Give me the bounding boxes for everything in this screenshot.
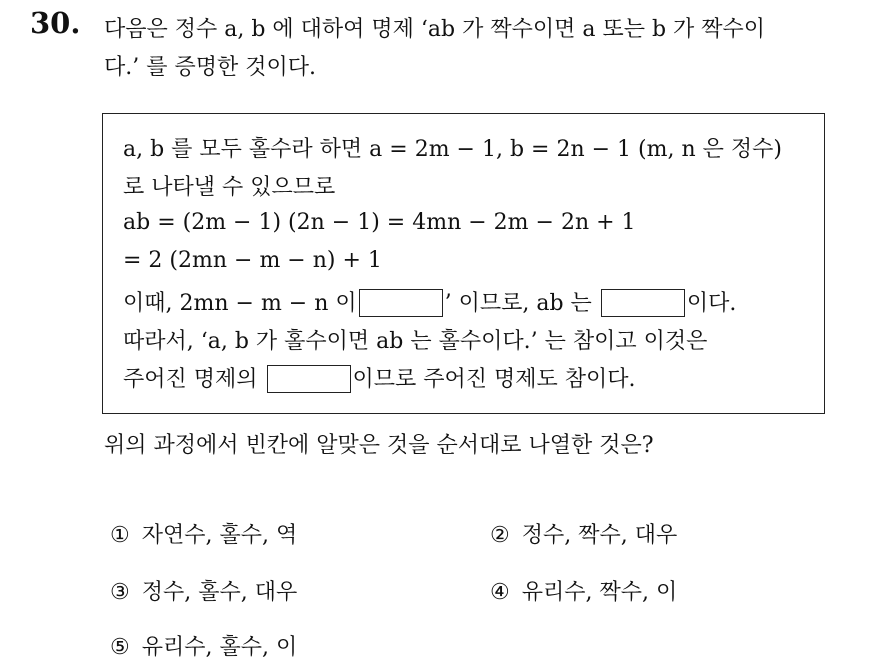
choice-3-text: 정수, 홀수, 대우 (141, 580, 298, 605)
choice-1[interactable] (110, 518, 297, 549)
question-stem-line-1: 다음은 정수 a, b 에 대하여 명제 ‘ab 가 짝수이면 a 또는 b 가 짝수이 (104, 17, 766, 42)
proof-box (102, 113, 825, 414)
choice-5-text: 유리수, 홀수, 이 (141, 635, 298, 660)
question-number: 30. (30, 6, 81, 40)
choice-4-mark: ④ (490, 580, 510, 605)
proof-line-7 (123, 362, 636, 393)
proof-line-5 (123, 286, 736, 317)
choice-2-text: 정수, 짝수, 대우 (521, 523, 678, 548)
blank-box-2 (601, 289, 685, 317)
proof-line-6: 따라서, ‘a, b 가 홀수이면 ab 는 홀수이다.’ 는 참이고 이것은 (123, 329, 708, 354)
question-stem-line-2: 다.’ 를 증명한 것이다. (104, 55, 316, 80)
proof-line-7-part-b: 이므로 주어진 명제도 참이다. (352, 367, 636, 392)
proof-line-5-part-a: 이때, 2mn − m − n 이 (123, 291, 357, 316)
blank-box-1 (359, 289, 443, 317)
proof-line-5-part-b: ’ 이므로, ab 는 (444, 291, 592, 316)
choice-4-text: 유리수, 짝수, 이 (521, 580, 678, 605)
proof-line-1: a, b 를 모두 홀수라 하면 a = 2m − 1, b = 2n − 1 (m, n 은 정수) (123, 137, 782, 162)
choice-2[interactable] (490, 518, 677, 549)
choice-5-mark: ⑤ (110, 635, 130, 660)
choice-1-text: 자연수, 홀수, 역 (141, 523, 298, 548)
choice-2-mark: ② (490, 523, 510, 548)
proof-line-7-part-a: 주어진 명제의 (123, 367, 258, 392)
blank-box-3 (267, 365, 351, 393)
choice-1-mark: ① (110, 523, 130, 548)
proof-line-4: = 2 (2mn − m − n) + 1 (123, 248, 382, 273)
question-prompt: 위의 과정에서 빈칸에 알맞은 것을 순서대로 나열한 것은? (104, 433, 654, 458)
choice-4[interactable] (490, 575, 677, 606)
choice-5[interactable] (110, 630, 297, 661)
choice-3[interactable] (110, 575, 297, 606)
choice-3-mark: ③ (110, 580, 130, 605)
proof-line-2: 로 나타낼 수 있으므로 (123, 175, 336, 200)
proof-line-5-part-c: 이다. (686, 291, 737, 316)
proof-line-3: ab = (2m − 1) (2n − 1) = 4mn − 2m − 2n + 1 (123, 210, 636, 235)
